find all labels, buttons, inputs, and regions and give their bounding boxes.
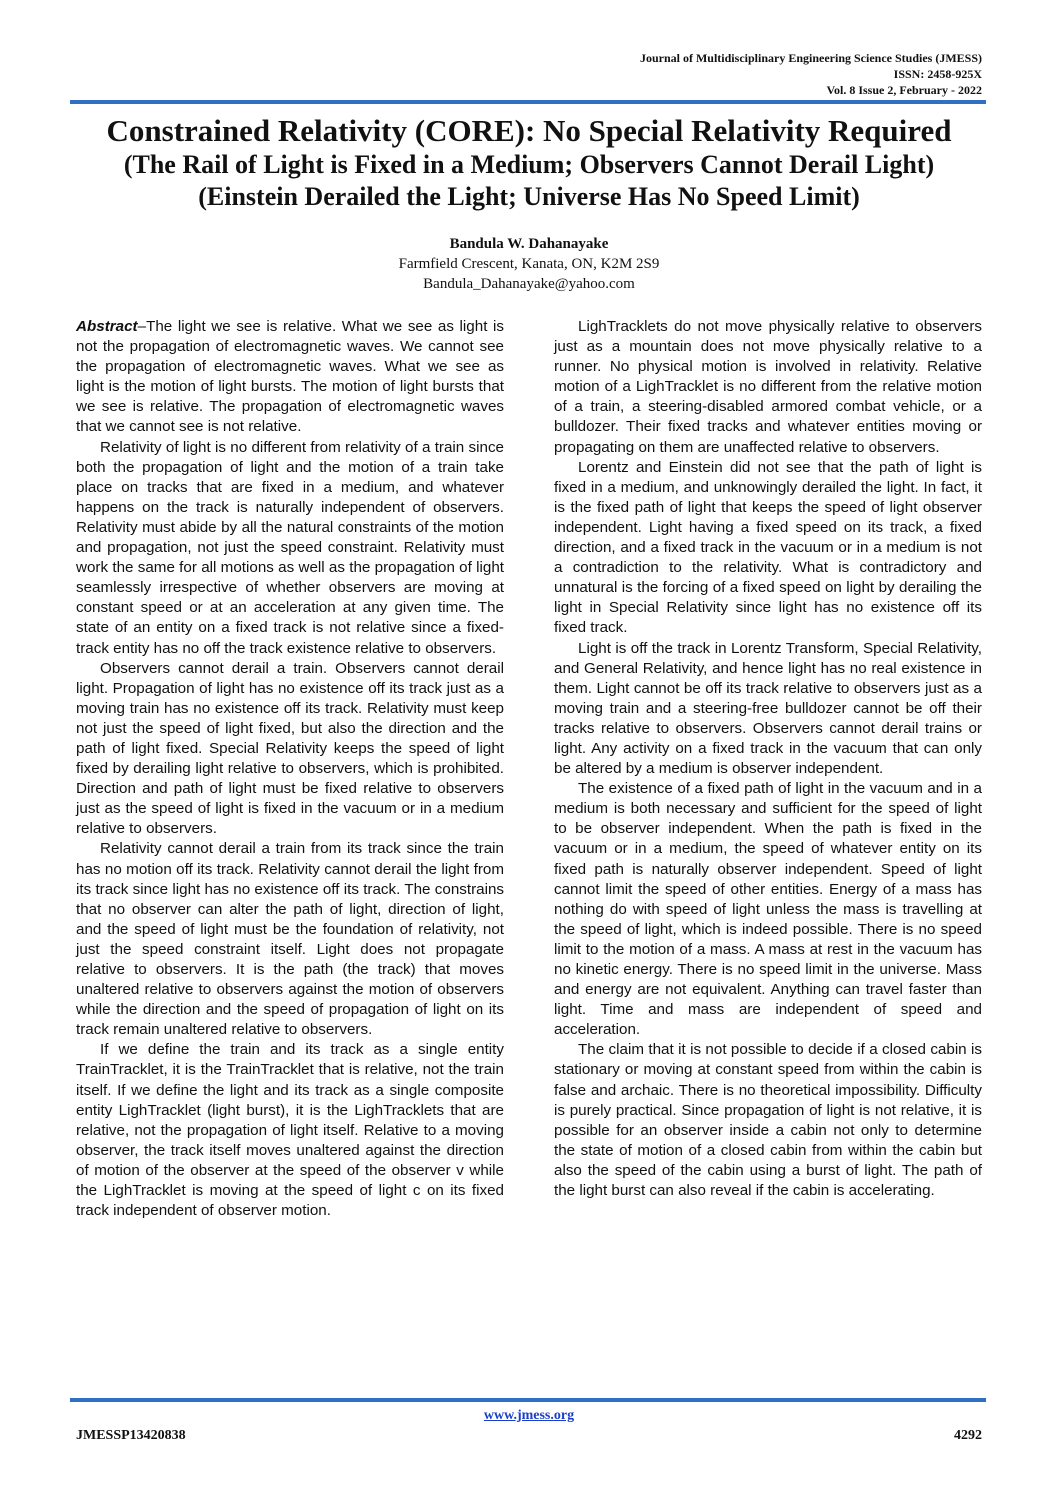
- journal-name: Journal of Multidisciplinary Engineering Science Studies (JMESS): [639, 51, 982, 65]
- body-paragraph: LighTracklets do not move physically relative to observers just as a mountain does not move physically relative to a runner. No physical motion is involved in relativity. Relative motion of a LighTracklet is no different from the relative motion of a train, a steering-disabled armored combat vehicle, or a bulldozer. Their fixed tracks and whatever entities moving or propagating on them are unaffected relative to observers.: [554, 318, 982, 456]
- paper-subtitle-1: (The Rail of Light is Fixed in a Medium; Observers Cannot Derail Light): [123, 150, 935, 179]
- author-name: Bandula W. Dahanayake: [449, 236, 609, 252]
- author-address: Farmfield Crescent, Kanata, ON, K2M 2S9: [398, 256, 660, 272]
- left-column: [76, 317, 504, 1221]
- journal-volume: Vol. 8 Issue 2, February - 2022: [826, 83, 982, 97]
- paper-title-block: [40, 113, 1018, 213]
- abstract-paragraph: [76, 317, 504, 438]
- journal-issn: ISSN: 2458-925X: [893, 67, 982, 81]
- body-paragraph: The claim that it is not possible to decide if a closed cabin is stationary or moving at constant speed from within the cabin is false and archaic. There is no theoretical impossibility. Difficulty is purely practical. Since propagation of light is not relative, it is possible for an observer inside a cabin not only to determine the state of motion of a closed cabin from within the cabin but also the speed of the cabin using a burst of light. The path of the light burst can also reveal if the cabin is accelerating.: [554, 1041, 982, 1200]
- bottom-divider: [70, 1398, 986, 1402]
- journal-website-link[interactable]: www.jmess.org: [483, 1408, 575, 1423]
- author-block: [0, 234, 1058, 294]
- top-divider: [70, 100, 986, 104]
- page-number: 4292: [954, 1428, 982, 1443]
- paper-title: Constrained Relativity (CORE): No Special Relativity Required: [106, 113, 952, 148]
- body-paragraph: The existence of a fixed path of light in the vacuum and in a medium is both necessary and sufficient for the speed of light to be observer independent. When the path is fixed in the vacuum or in a medium, the speed of whatever entity on its fixed path is naturally observer independent. Speed of light cannot limit the speed of other entities. Energy of a mass has nothing do with speed of light unless the mass is travelling at the speed of light, which is indeed possible. There is no speed limit to the motion of a mass. A mass at rest in the vacuum has no kinetic energy. There is no speed limit in the universe. Mass and energy are not equivalent. Anything can travel faster than light. Time and mass are independent of speed and acceleration.: [554, 780, 982, 1039]
- abstract-label: Abstract: [76, 318, 138, 335]
- journal-header: [640, 50, 982, 98]
- body-paragraph: Observers cannot derail a train. Observers cannot derail light. Propagation of light has no existence off its track just as a moving train has no existence off its track. Relativity must keep not just the speed of light fixed, but also the direction and the path of light fixed. Special Relativity keeps the speed of light fixed by derailing light relative to observers, which is prohibited. Direction and path of light must be fixed relative to observers just as the speed of light is fixed in the vacuum or in a medium relative to observers.: [76, 659, 504, 838]
- body-paragraph: Lorentz and Einstein did not see that the path of light is fixed in a medium, and unknowingly derailed the light. In fact, it is the fixed path of light that keeps the speed of light observer independent. Light having a fixed speed on its track, a fixed direction, and a fixed track in the vacuum or in a medium is not a contradiction to the relativity. What is contradictory and unnatural is the forcing of a fixed speed on light by derailing the light in Special Relativity since light has no existence off its fixed track.: [554, 458, 982, 637]
- body-paragraph: Relativity cannot derail a train from its track since the train has no motion off its track. Relativity cannot derail the light from its track since light has no existence off its track. The constrains that no observer can alter the path of light, direction of light, and the speed of light must be the foundation of relativity, not just the speed constraint itself. Light does not propagate relative to observers. It is the path (the track) that moves unaltered relative to observers against the motion of observers while the direction and the speed of propagation of light on its track remain unaltered relative to observers.: [76, 840, 504, 1039]
- paper-subtitle-2: (Einstein Derailed the Light; Universe Has No Speed Limit): [198, 182, 860, 211]
- body-paragraph: Light is off the track in Lorentz Transform, Special Relativity, and General Relativity, and hence light has no real existence in them. Light cannot be off its track relative to observers just as a moving train and a steering-free bulldozer cannot be off their tracks relative to observers. Observers cannot derail trains or light. Any activity on a fixed track in the vacuum that can only be altered by a medium is observer independent.: [554, 639, 982, 778]
- author-email: Bandula_Dahanayake@yahoo.com: [423, 276, 635, 292]
- right-column: [554, 317, 982, 1201]
- paper-id: JMESSP13420838: [76, 1428, 186, 1443]
- body-paragraph: If we define the train and its track as a single entity TrainTracklet, it is the TrainTracklet that is relative, not the train itself. If we define the light and its track as a single composite entity LighTracklet (light burst), it is the LighTracklets that are relative, not the propagation of light itself. Relative to a moving observer, the track itself moves unaltered against the direction of motion of the observer at the speed of the observer v while the LighTracklet is moving at the speed of light c on its fixed track independent of observer motion.: [76, 1041, 504, 1220]
- body-paragraph: Relativity of light is no different from relativity of a train since both the propagation of light and the motion of a train take place on tracks that are fixed in a medium, and whatever happens on the track is naturally independent of observers. Relativity must abide by all the natural constraints of the motion and propagation, not just the speed constraint. Relativity must work the same for all motions as well as the propagation of light seamlessly irrespective of whether observers are moving at constant speed or at an acceleration at any given time. The state of an entity on a fixed track is not relative since a fixed-track entity has no off the track existence relative to observers.: [76, 438, 504, 657]
- abstract-text: –The light we see is relative. What we see as light is not the propagation of electromagnetic waves. We cannot see the propagation of electromagnetic waves. What we see as light is the motion of light bursts. The motion of light bursts that we see is relative. The propagation of electromagnetic waves that we cannot see is not relative.: [76, 318, 504, 436]
